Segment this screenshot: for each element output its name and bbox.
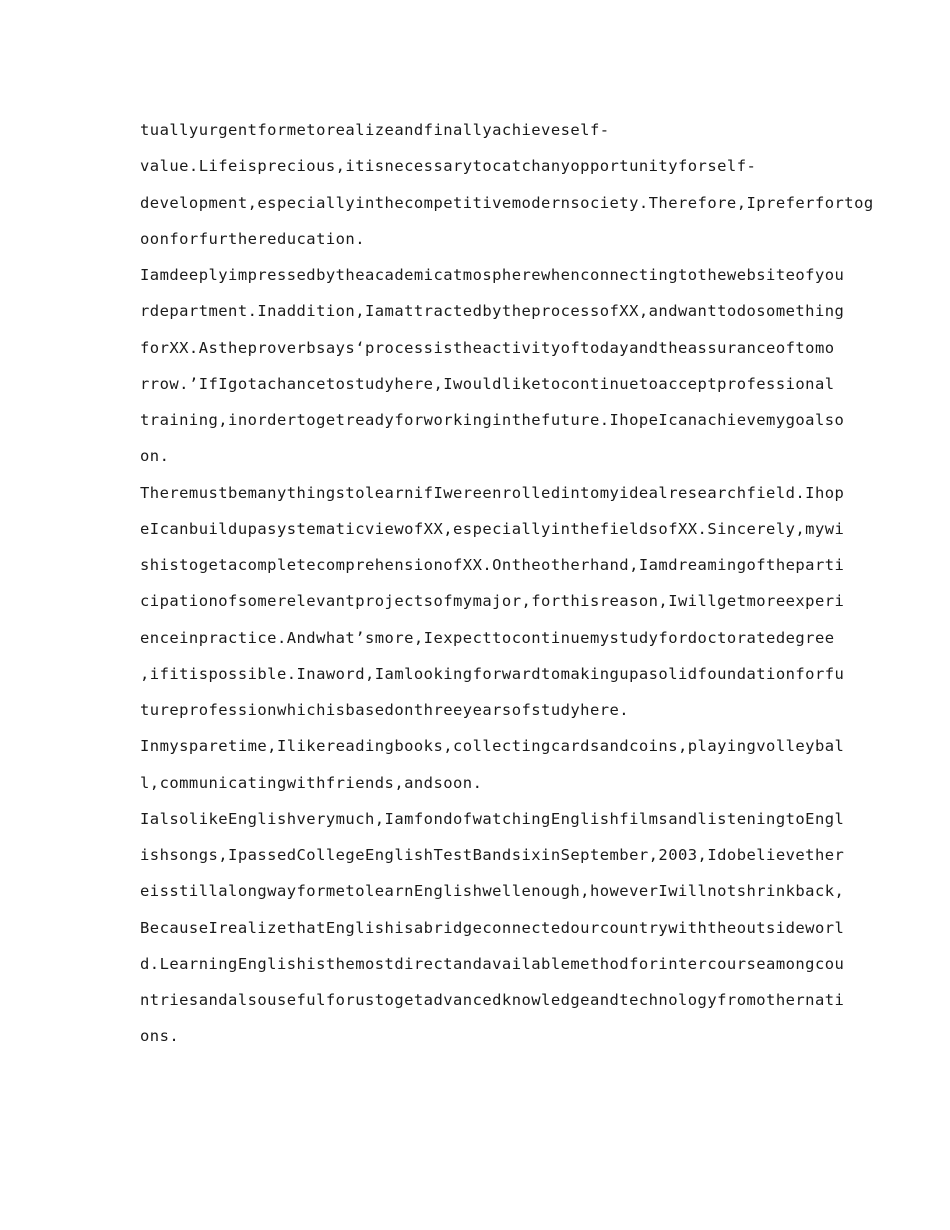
- text-line: Inmysparetime,Ilikereadingbooks,collectingcardsandcoins,playingvolleybal: [140, 737, 845, 756]
- text-line: rrow.’IfIgotachancetostudyhere,Iwouldliketocontinuetoacceptprofessional: [140, 374, 835, 393]
- text-line: eisstillalongwayformetolearnEnglishwellenough,howeverIwillnotshrinkback,: [140, 882, 845, 901]
- text-line: ntriesandalsousefulforustogetadvancedknowledgeandtechnologyfromothernati: [140, 991, 845, 1009]
- text-line: IalsolikeEnglishverymuch,IamfondofwatchingEnglishfilmsandlisteningtoEngl: [140, 809, 845, 828]
- text-line: ,ifitispossible.Inaword,Iamlookingforwardtomakingupasolidfoundationforfu: [140, 664, 845, 683]
- text-line: enceinpractice.Andwhat’smore,Iexpecttocontinuemystudyfordoctoratedegree: [140, 628, 835, 647]
- text-line: d.LearningEnglishisthemostdirectandavailablemethodforintercourseamongcou: [140, 954, 845, 973]
- text-line: Iamdeeplyimpressedbytheacademicatmospherewhenconnectingtothewebsiteofyou: [140, 266, 845, 284]
- text-line: BecauseIrealizethatEnglishisabridgeconnectedourcountrywiththeoutsideworl: [140, 918, 845, 937]
- text-line: development,especiallyinthecompetitivemodernsociety.Therefore,Ipreferfortog: [140, 193, 874, 212]
- text-line: l,communicatingwithfriends,andsoon.: [140, 773, 483, 792]
- text-line: ons.: [140, 1027, 180, 1046]
- text-line: on.: [140, 447, 170, 466]
- text-line: rdepartment.Inaddition,IamattractedbytheprocessofXX,andwanttodosomething: [140, 302, 845, 321]
- text-line: oonforfurthereducation.: [140, 229, 365, 248]
- text-line: ishsongs,IpassedCollegeEnglishTestBandsixinSeptember,2003,Idobelievether: [140, 846, 845, 864]
- body-text: [140, 118, 874, 1061]
- text-line: tureprofessionwhichisbasedonthreeyearsofstudyhere.: [140, 701, 630, 719]
- text-line: tuallyurgentformetorealizeandfinallyachieveself-: [140, 121, 610, 139]
- text-line: eIcanbuildupasystematicviewofXX,especiallyinthefieldsofXX.Sincerely,mywi: [140, 519, 845, 538]
- text-line: cipationofsomerelevantprojectsofmymajor,forthisreason,Iwillgetmoreexperi: [140, 592, 845, 611]
- text-line: value.Lifeisprecious,itisnecessarytocatchanyopportunityforself-: [140, 157, 757, 176]
- text-line: training,inordertogetreadyforworkinginthefuture.IhopeIcanachievemygoalso: [140, 411, 845, 429]
- text-line: forXX.Astheproverbsays‘processistheactivityoftodayandtheassuranceoftomo: [140, 338, 835, 357]
- text-line: shistogetacompletecomprehensionofXX.Ontheotherhand,Iamdreamingoftheparti: [140, 556, 845, 574]
- text-line: TheremustbemanythingstolearnifIwereenrolledintomyidealresearchfield.Ihop: [140, 483, 845, 502]
